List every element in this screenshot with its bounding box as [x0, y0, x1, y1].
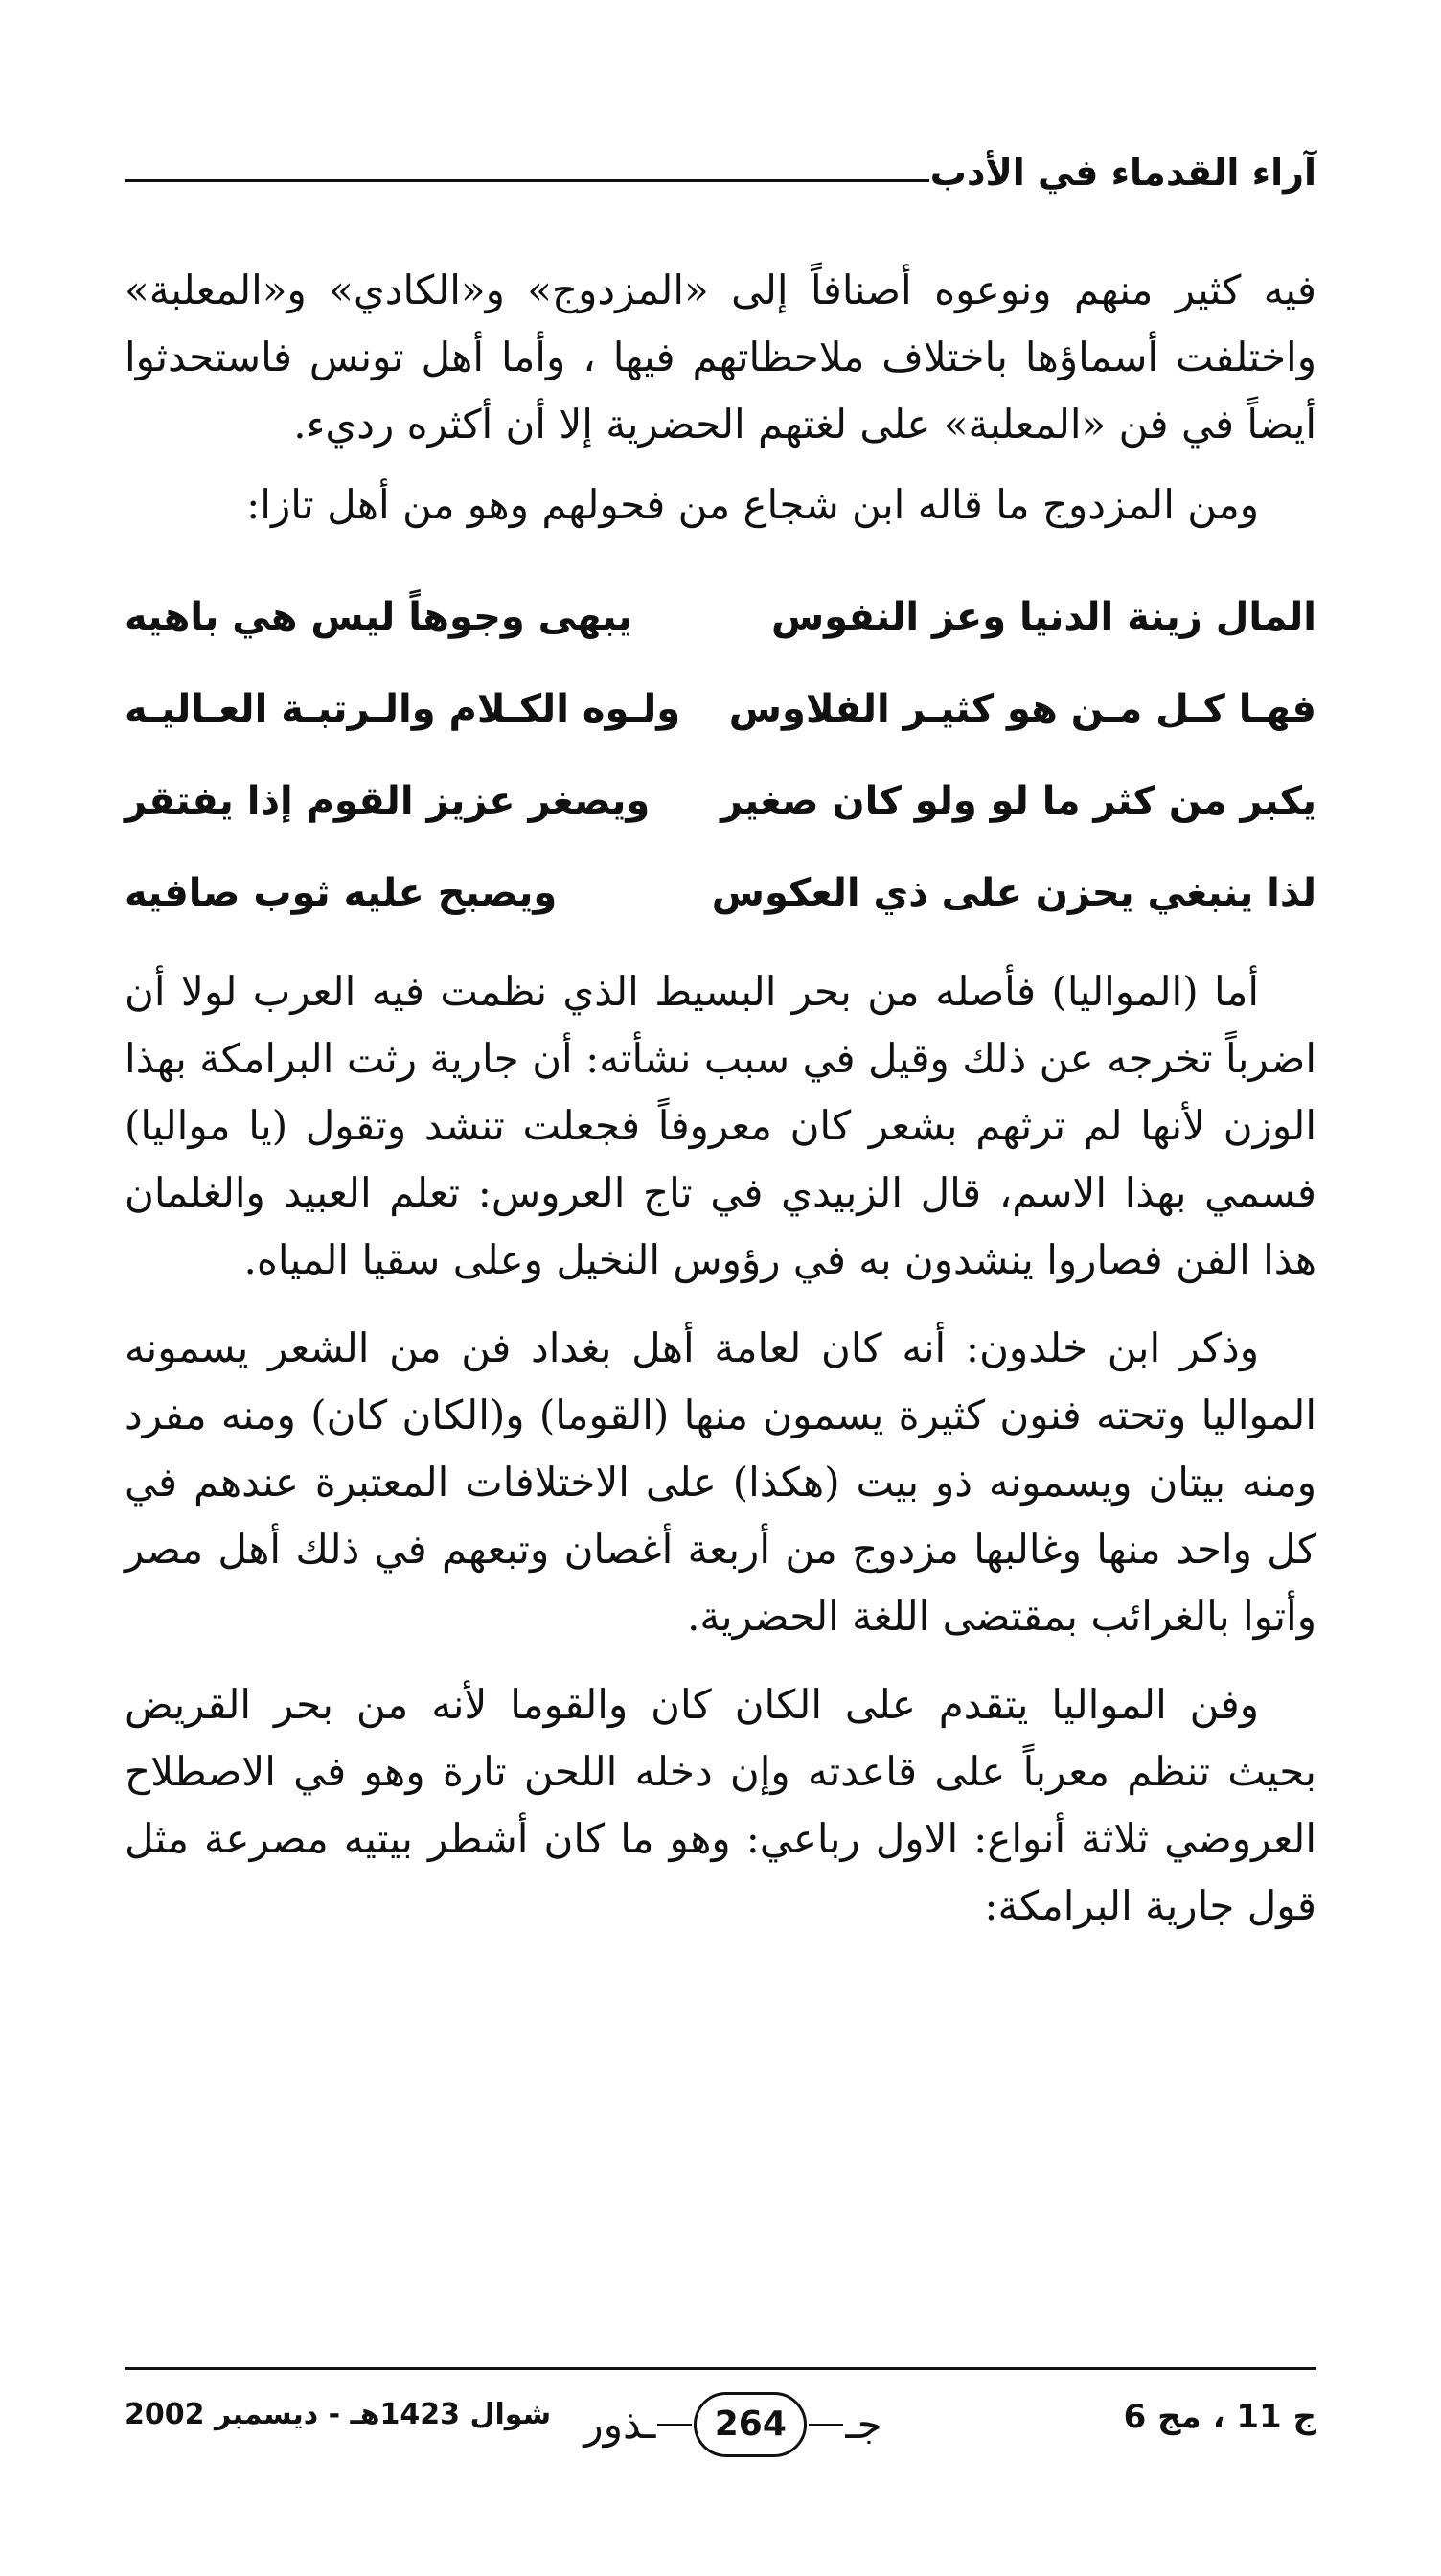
magazine-name-suffix: ـذور: [583, 2401, 656, 2448]
body-text: [125, 257, 1316, 1940]
page-number: 264: [694, 2392, 807, 2457]
header-rule: [125, 179, 929, 182]
paragraph-5: وفن المواليا يتقدم على الكان كان والقوما لأنه من بحر القريض بحيث تنظم معرباً على قاعدته وإن دخله اللحن تارة وهو في الاصطلاح العروضي ثلاثة أنواع: الاول رباعي: وهو ما كان أشطر بيتيه مصرعة مثل قول جارية البرامكة:: [125, 1681, 1316, 1929]
connector-line: [809, 2424, 843, 2426]
verse-block: [125, 571, 1316, 939]
verse-line: [125, 847, 1316, 939]
magazine-page-mark: [575, 2386, 891, 2463]
connector-line: [657, 2424, 692, 2426]
paragraph-1: فيه كثير منهم ونوعوه أصنافاً إلى «المزدوج» و«الكادي» و«المعلبة» واختلفت أسماؤها باختلاف ملاحظاتهم فيها ، وأما أهل تونس فاستحدثوا أيضاً في فن «المعلبة» على لغتهم الحضرية إلا أن أكثره رديء.: [125, 266, 1316, 448]
verse-hemistich-second: ويصغر عزيز القوم إذا يفتقر: [125, 779, 651, 823]
verse-hemistich-second: ولـوه الكـلام والـرتبـة العـاليـه: [125, 687, 681, 731]
verse-line: [125, 663, 1316, 755]
footer-rule: [125, 2367, 1316, 2370]
paragraph-2: ومن المزدوج ما قاله ابن شجاع من فحولهم وهو من أهل تازا:: [246, 481, 1259, 528]
verse-hemistich-second: يبهى وجوهاً ليس هي باهيه: [125, 595, 632, 639]
verse-hemistich-first: المال زينة الدنيا وعز النفوس: [770, 595, 1316, 639]
verse-hemistich-first: يكبر من كثر ما لو ولو كان صغير: [720, 779, 1316, 823]
verse-line: [125, 571, 1316, 663]
issue-number: ج 11 ، مج 6: [1123, 2398, 1316, 2436]
magazine-name-prefix: جـ: [845, 2401, 882, 2448]
verse-hemistich-first: لذا ينبغي يحزن على ذي العكوس: [711, 871, 1316, 915]
issue-date: شوال 1423هـ - ديسمبر 2002: [125, 2398, 552, 2431]
running-header-title: آراء القدماء في الأدب: [929, 151, 1316, 194]
paragraph-3: أما (المواليا) فأصله من بحر البسيط الذي نظمت فيه العرب لولا أن اضرباً تخرجه عن ذلك وقيل في سبب نشأته: أن جارية رثت البرامكة بهذا الوزن لأنها لم ترثهم بشعر كان معروفاً فجعلت تنشد وتقول (يا مواليا) فسمي بهذا الاسم، قال الزبيدي في تاج العروس: تعلم العبيد والغلمان هذا الفن فصاروا ينشدون به في رؤوس النخيل وعلى سقيا المياه.: [125, 968, 1316, 1283]
paragraph-4: وذكر ابن خلدون: أنه كان لعامة أهل بغداد فن من الشعر يسمونه المواليا وتحته فنون كثيرة يسمون منها (القوما) و(الكان كان) ومنه مفرد ومنه بيتان ويسمونه ذو بيت (هكذا) على الاختلافات المعتبرة عندهم في كل واحد منها وغالبها مزدوج من أربعة أغصان وتبعهم في ذلك أهل مصر وأتوا بالغرائب بمقتضى اللغة الحضرية.: [125, 1324, 1316, 1640]
verse-hemistich-second: ويصبح عليه ثوب صافيه: [125, 871, 558, 915]
verse-hemistich-first: فهـا كـل مـن هو كثيـر الفلاوس: [728, 687, 1316, 731]
page-footer: [125, 2386, 1316, 2472]
verse-line: [125, 755, 1316, 847]
